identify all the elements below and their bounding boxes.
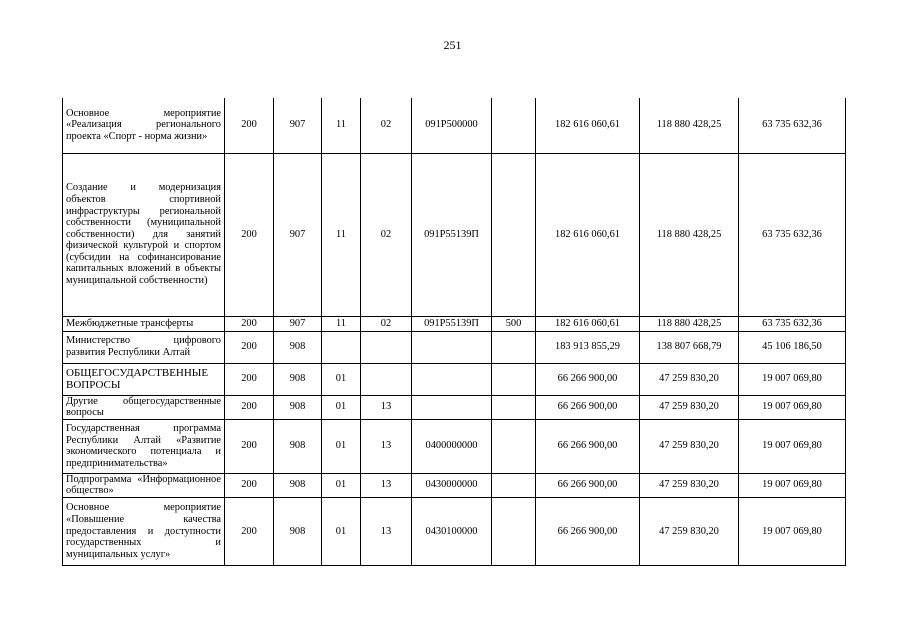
row-c3-cell: 11 [322,153,361,316]
row-v1-cell: 66 266 900,00 [536,473,640,497]
row-v3-cell: 19 007 069,80 [739,419,846,473]
row-c1-cell: 200 [225,98,274,153]
row-c1-cell: 200 [225,473,274,497]
row-c3-cell: 11 [322,316,361,331]
row-v1-cell: 183 913 855,29 [536,331,640,363]
row-c5-cell: 091P55139П [412,153,492,316]
row-c1-cell: 200 [225,419,274,473]
row-c2-cell: 908 [274,497,322,565]
row-c5-cell: 091P55139П [412,316,492,331]
row-c5-cell: 0400000000 [412,419,492,473]
row-c6-cell [492,473,536,497]
row-c5-cell [412,363,492,395]
row-c3-cell: 01 [322,419,361,473]
row-c2-cell: 907 [274,98,322,153]
row-c5-cell [412,331,492,363]
row-c5-cell: 091P500000 [412,98,492,153]
row-c1-cell: 200 [225,316,274,331]
row-v3-cell: 19 007 069,80 [739,395,846,419]
row-c6-cell [492,395,536,419]
row-v2-cell: 47 259 830,20 [640,419,739,473]
row-v1-cell: 66 266 900,00 [536,497,640,565]
row-v2-cell: 47 259 830,20 [640,497,739,565]
row-c5-cell [412,395,492,419]
row-c4-cell: 02 [361,316,412,331]
row-v1-cell: 182 616 060,61 [536,98,640,153]
row-v3-cell: 45 106 186,50 [739,331,846,363]
row-v3-cell: 63 735 632,36 [739,316,846,331]
table-row [63,497,846,565]
row-name-cell: Государственная программа Республики Алтай «Развитие экономического потенциала и предпринимательства» [63,419,225,473]
row-c2-cell: 908 [274,395,322,419]
row-v2-cell: 118 880 428,25 [640,98,739,153]
table-row [63,316,846,331]
row-c2-cell: 908 [274,473,322,497]
row-v3-cell: 63 735 632,36 [739,153,846,316]
row-name-cell: Другие общегосударственные вопросы [63,395,225,419]
row-v3-cell: 19 007 069,80 [739,473,846,497]
table-row [63,331,846,363]
row-v2-cell: 47 259 830,20 [640,395,739,419]
table-row [63,395,846,419]
row-v3-cell: 63 735 632,36 [739,98,846,153]
row-c2-cell: 907 [274,316,322,331]
row-c6-cell [492,153,536,316]
row-c3-cell: 01 [322,363,361,395]
row-name-cell: Подпрограмма «Информационное общество» [63,473,225,497]
row-c6-cell [492,98,536,153]
row-c3-cell: 01 [322,473,361,497]
row-c6-cell [492,497,536,565]
row-c3-cell: 01 [322,497,361,565]
row-name-cell: Межбюджетные трансферты [63,316,225,331]
row-v1-cell: 182 616 060,61 [536,316,640,331]
budget-table [62,98,846,566]
row-c1-cell: 200 [225,395,274,419]
row-c4-cell: 02 [361,98,412,153]
row-c5-cell: 0430100000 [412,497,492,565]
table-row [63,98,846,153]
row-c4-cell: 13 [361,419,412,473]
row-c4-cell: 13 [361,497,412,565]
row-c2-cell: 908 [274,331,322,363]
row-c1-cell: 200 [225,153,274,316]
row-v1-cell: 66 266 900,00 [536,419,640,473]
row-v2-cell: 118 880 428,25 [640,153,739,316]
row-c4-cell: 13 [361,395,412,419]
row-v1-cell: 66 266 900,00 [536,363,640,395]
row-c5-cell: 0430000000 [412,473,492,497]
row-c3-cell: 11 [322,98,361,153]
table-row [63,363,846,395]
row-name-cell: ОБЩЕГОСУДАРСТВЕННЫЕ ВОПРОСЫ [63,363,225,395]
table-row [63,153,846,316]
row-c4-cell: 02 [361,153,412,316]
row-c6-cell [492,419,536,473]
row-v2-cell: 118 880 428,25 [640,316,739,331]
row-c2-cell: 908 [274,419,322,473]
row-c2-cell: 908 [274,363,322,395]
row-name-cell: Основное мероприятие «Повышение качества предоставления и доступности государственных и муниципальных услуг» [63,497,225,565]
row-v2-cell: 47 259 830,20 [640,363,739,395]
row-name-cell: Создание и модернизация объектов спортивной инфраструктуры региональной собственности (муниципальной собственности) для занятий физической культурой и спортом (субсидии на софинансирование капитальных вложений в объекты муниципальной собственности) [63,153,225,316]
table-row [63,419,846,473]
row-c1-cell: 200 [225,497,274,565]
row-v1-cell: 66 266 900,00 [536,395,640,419]
row-c4-cell: 13 [361,473,412,497]
row-c1-cell: 200 [225,363,274,395]
row-c3-cell [322,331,361,363]
row-v2-cell: 47 259 830,20 [640,473,739,497]
row-c3-cell: 01 [322,395,361,419]
row-c6-cell [492,331,536,363]
page-number: 251 [443,38,462,52]
row-name-cell: Основное мероприятие «Реализация регионального проекта «Спорт - норма жизни» [63,98,225,153]
table-row [63,473,846,497]
row-c6-cell: 500 [492,316,536,331]
row-c4-cell [361,363,412,395]
row-name-cell: Министерство цифрового развития Республики Алтай [63,331,225,363]
row-v1-cell: 182 616 060,61 [536,153,640,316]
row-c6-cell [492,363,536,395]
row-c2-cell: 907 [274,153,322,316]
row-v3-cell: 19 007 069,80 [739,363,846,395]
row-c4-cell [361,331,412,363]
row-v2-cell: 138 807 668,79 [640,331,739,363]
row-v3-cell: 19 007 069,80 [739,497,846,565]
row-c1-cell: 200 [225,331,274,363]
